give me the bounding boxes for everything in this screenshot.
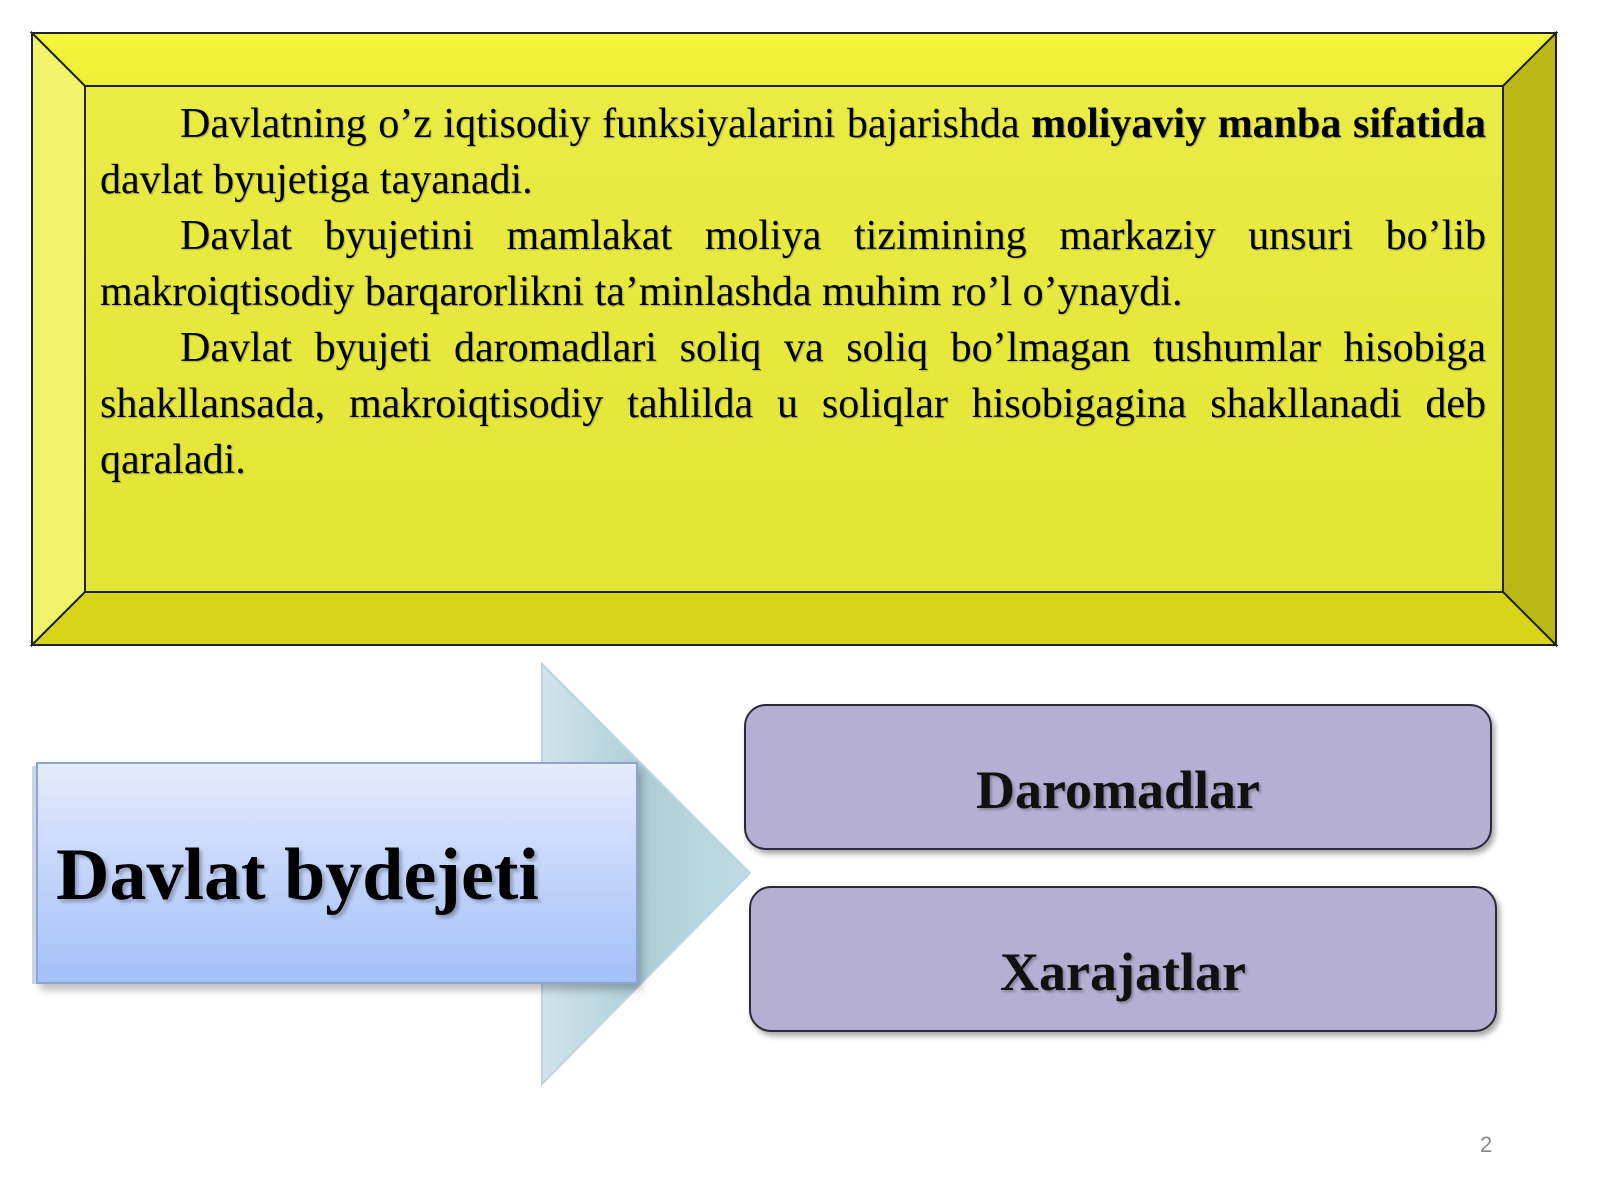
frame-bevel-top	[32, 33, 1556, 86]
frame-bevel-bottom	[32, 592, 1556, 645]
paragraph-2	[100, 208, 1486, 320]
paragraph-2-text: Davlat byujetini mamlakat moliya tizimining markaziy unsuri bo’lib makroiqtisodiy barqarorlikni ta’minlashda muhim ro’l o’ynaydi.	[100, 213, 1486, 315]
frame-bevel-right	[1503, 33, 1556, 645]
main-concept-label: Davlat bydejeti	[56, 834, 539, 916]
paragraph-3-text: Davlat byujeti daromadlari soliq va soliq bo’lmagan tushumlar hisobiga shakllansada, makroiqtisodiy tahlilda u soliqlar hisobigagina shakllanadi deb qaraladi.	[100, 325, 1486, 483]
paragraph-1	[100, 96, 1486, 208]
paragraph-1-bold: moliyaviy manba sifatida	[1031, 101, 1487, 147]
paragraph-1-text-a: Davlatning o’z iqtisodiy funksiyalarini bajarishda	[180, 101, 1032, 147]
income-label: Daromadlar	[976, 760, 1260, 820]
paragraph-1-text-b: davlat byujetiga tayanadi.	[100, 157, 533, 203]
expense-box	[749, 886, 1497, 1032]
info-text	[100, 96, 1486, 586]
paragraph-3	[100, 320, 1486, 488]
main-concept-box	[36, 762, 638, 984]
income-box	[744, 704, 1492, 850]
frame-bevel-left	[32, 33, 85, 645]
expense-label: Xarajatlar	[1000, 942, 1246, 1002]
page-number: 2	[1480, 1132, 1493, 1157]
